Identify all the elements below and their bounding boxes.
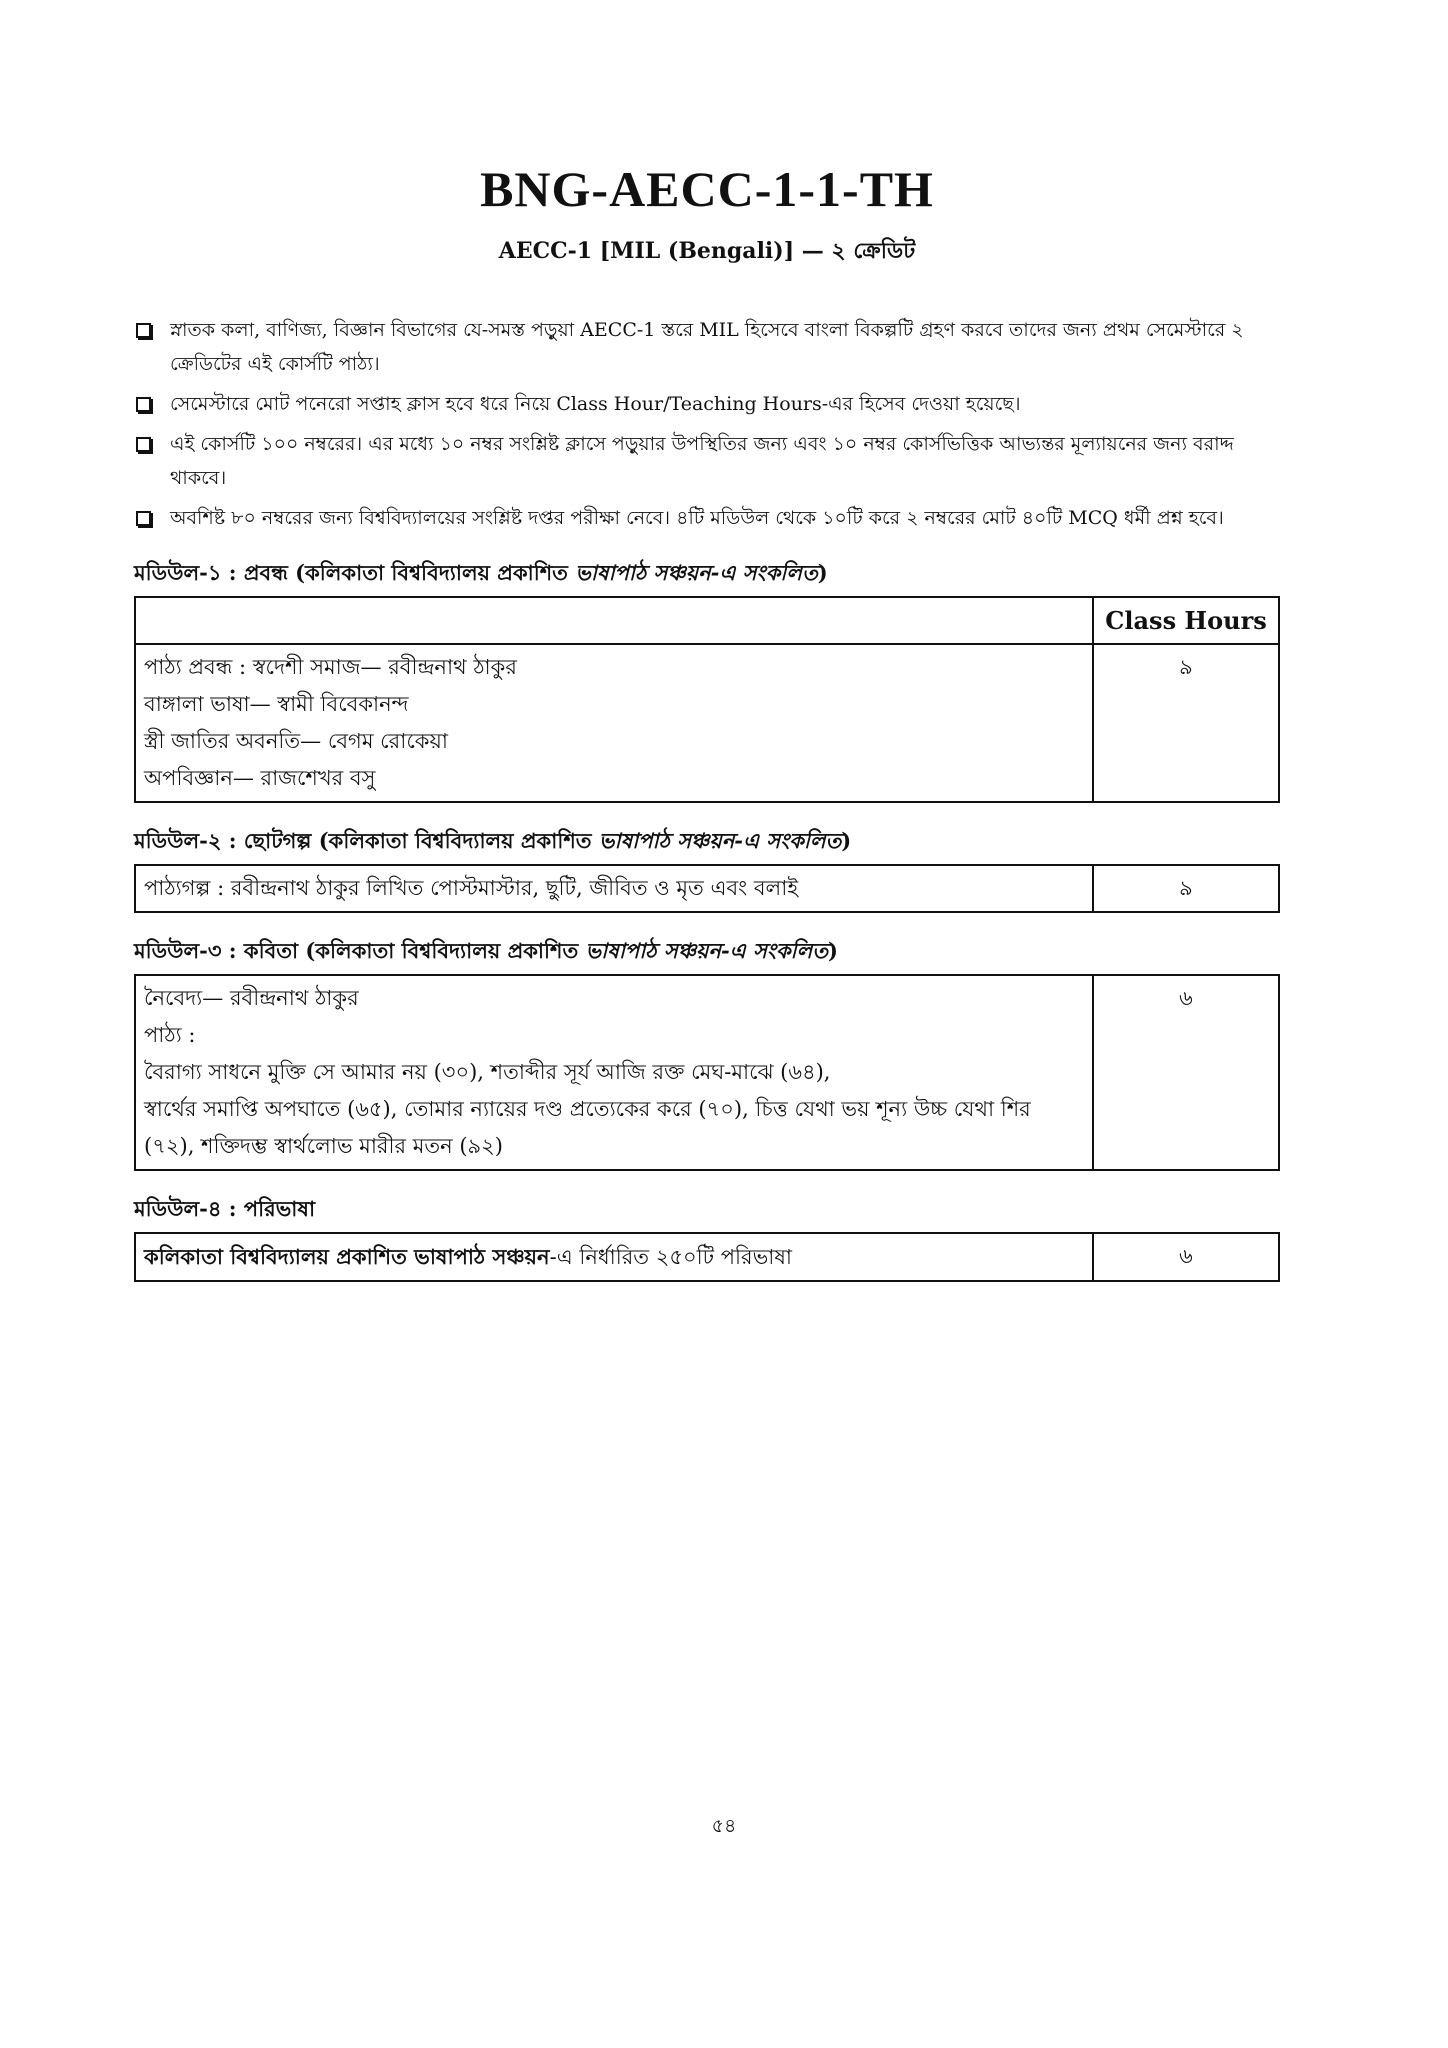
module-2-table — [134, 864, 1280, 913]
document-page — [134, 160, 1280, 1282]
module-4-hours: ৬ — [1093, 1233, 1279, 1281]
checkbox-bullet-icon — [136, 323, 151, 338]
module-4-heading: মডিউল-৪ : পরিভাষা — [134, 1196, 316, 1221]
module-1-content: পাঠ্য প্রবন্ধ : স্বদেশী সমাজ— রবীন্দ্রনাথ ঠাকুর বাঙ্গালা ভাষা— স্বামী বিবেকানন্দ স্ত্রী জাতির অবনতি— বেগম রোকেয়া অপবিজ্ঞান— রাজশেখর বসু — [135, 644, 1093, 802]
bullet-item: এই কোর্সটি ১০০ নম্বরের। এর মধ্যে ১০ নম্বর সংশ্লিষ্ট ক্লাসে পড়ুয়ার উপস্থিতির জন্য এবং ১০ নম্বর কোর্সভিত্তিক আভ্যন্তর মূল্যায়নের জন্য বরাদ্দ থাকবে। — [134, 427, 1280, 495]
module-2-content: পাঠ্যগল্প : রবীন্দ্রনাথ ঠাকুর লিখিত পোস্টমাস্টার, ছুটি, জীবিত ও মৃত এবং বলাই — [135, 865, 1093, 912]
course-code-title: BNG-AECC-1-1-TH — [480, 161, 934, 217]
checkbox-bullet-icon — [136, 437, 151, 452]
module-2-hours: ৯ — [1093, 865, 1279, 912]
checkbox-bullet-icon — [136, 397, 151, 412]
class-hours-header: Class Hours — [1093, 597, 1279, 644]
course-subtitle: AECC-1 [MIL (Bengali)] — ২ ক্রেডিট — [498, 238, 916, 264]
page-number: ৫৪ — [711, 1815, 737, 1837]
module-3-heading: মডিউল-৩ : কবিতা (কলিকাতা বিশ্ববিদ্যালয় প্রকাশিত ভাষাপাঠ সঞ্চয়ন-এ সংকলিত) — [134, 938, 838, 963]
module-3-hours: ৬ — [1093, 975, 1279, 1170]
module-3-table — [134, 974, 1280, 1171]
module-3-content: নৈবেদ্য— রবীন্দ্রনাথ ঠাকুর পাঠ্য : বৈরাগ্য সাধনে মুক্তি সে আমার নয় (৩০), শতাব্দীর সূর্য আজি রক্ত মেঘ-মাঝে (৬৪), স্বার্থের সমাপ্তি অপঘাতে (৬৫), তোমার ন্যায়ের দণ্ড প্রত্যেকের করে (৭০), চিত্ত যেথা ভয় শূন্য উচ্চ যেথা শির (৭২), শক্তিদম্ভ স্বার্থলোভ মারীর মতন (৯২) — [135, 975, 1093, 1170]
info-bullet-list — [134, 313, 1280, 535]
module-1-hours: ৯ — [1093, 644, 1279, 802]
module-2-heading: মডিউল-২ : ছোটগল্প (কলিকাতা বিশ্ববিদ্যালয় প্রকাশিত ভাষাপাঠ সঞ্চয়ন-এ সংকলিত) — [134, 828, 852, 853]
header-blank-cell — [135, 597, 1093, 644]
module-1-table — [134, 596, 1280, 803]
checkbox-bullet-icon — [136, 511, 151, 526]
module-4-table — [134, 1232, 1280, 1282]
bullet-item: অবশিষ্ট ৮০ নম্বরের জন্য বিশ্ববিদ্যালয়ের সংশ্লিষ্ট দপ্তর পরীক্ষা নেবে। ৪টি মডিউল থেকে ১০টি করে ২ নম্বরের মোট ৪০টি MCQ ধর্মী প্রশ্ন হবে। — [134, 501, 1280, 535]
bullet-item: সেমেস্টারে মোট পনেরো সপ্তাহ ক্লাস হবে ধরে নিয়ে Class Hour/Teaching Hours-এর হিসেব দেওয়া হয়েছে। — [134, 387, 1280, 421]
bullet-item: স্নাতক কলা, বাণিজ্য, বিজ্ঞান বিভাগের যে-সমস্ত পড়ুয়া AECC-1 স্তরে MIL হিসেবে বাংলা বিকল্পটি গ্রহণ করবে তাদের জন্য প্রথম সেমেস্টারে ২ ক্রেডিটের এই কোর্সটি পাঠ্য। — [134, 313, 1280, 381]
module-4-content: কলিকাতা বিশ্ববিদ্যালয় প্রকাশিত ভাষাপাঠ সঞ্চয়ন-এ নির্ধারিত ২৫০টি পরিভাষা — [135, 1233, 1093, 1281]
module-1-heading: মডিউল-১ : প্রবন্ধ (কলিকাতা বিশ্ববিদ্যালয় প্রকাশিত ভাষাপাঠ সঞ্চয়ন-এ সংকলিত) — [134, 560, 828, 585]
